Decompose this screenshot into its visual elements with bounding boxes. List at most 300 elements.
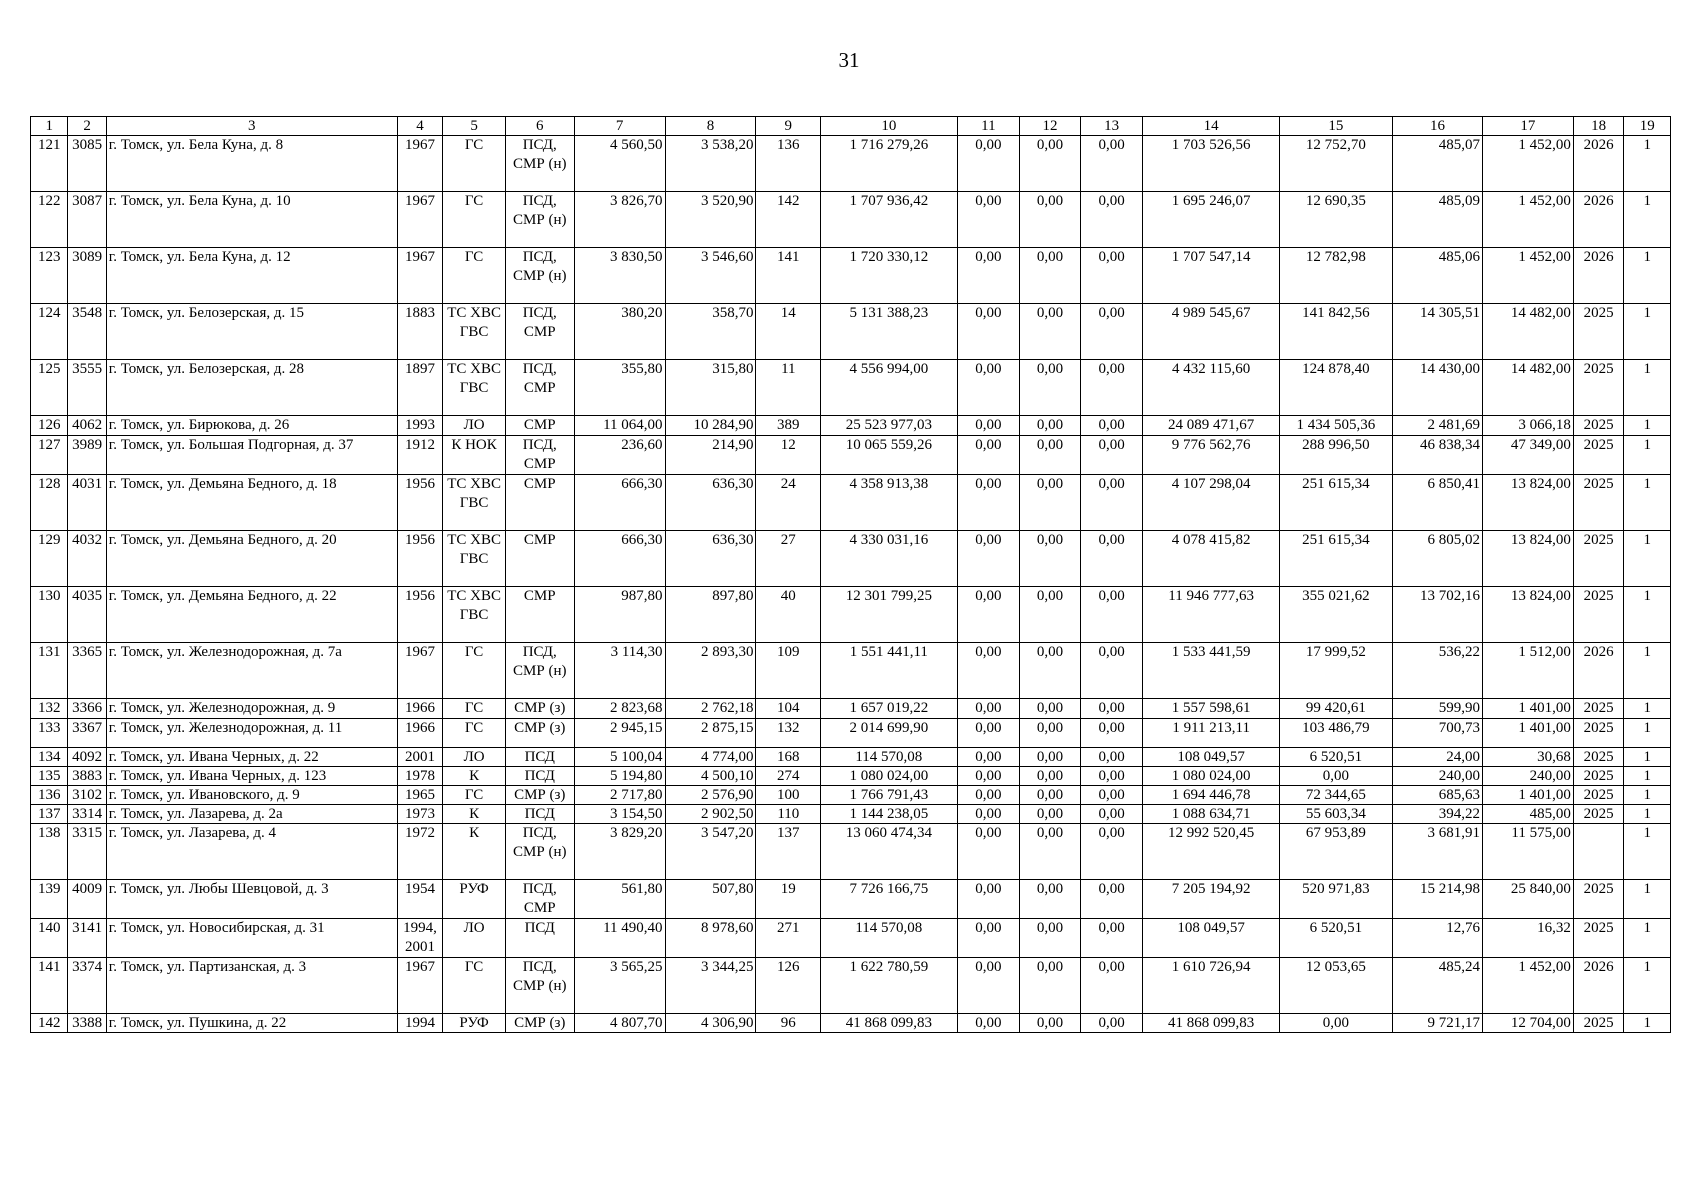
table-row [31,248,1671,304]
work-type: СМР (з) [505,719,574,748]
cell-col7: 2 823,68 [574,699,665,719]
cell-col9: 110 [756,805,821,824]
object-id: 3087 [68,192,106,248]
column-header-11: 11 [957,117,1020,136]
cell-col16: 12,76 [1393,919,1483,958]
cell-col13: 0,00 [1080,136,1143,192]
table-row [31,719,1671,748]
build-year: 1967 [397,643,442,699]
address: г. Томск, ул. Железнодорожная, д. 11 [106,719,397,748]
object-id: 3388 [68,1014,106,1033]
object-id: 3367 [68,719,106,748]
cell-col9: 126 [756,958,821,1014]
cell-col14: 108 049,57 [1143,919,1279,958]
cell-col7: 561,80 [574,880,665,919]
cell-col14: 4 078 415,82 [1143,531,1279,587]
cell-col11: 0,00 [957,475,1020,531]
cell-col7: 2 945,15 [574,719,665,748]
address: г. Томск, ул. Любы Шевцовой, д. 3 [106,880,397,919]
header-row [31,117,1671,136]
cell-col11: 0,00 [957,643,1020,699]
cell-col10: 1 720 330,12 [821,248,957,304]
cell-col15: 0,00 [1279,767,1392,786]
column-header-13: 13 [1080,117,1143,136]
cell-col11: 0,00 [957,786,1020,805]
cell-col10: 114 570,08 [821,748,957,767]
cell-col16: 685,63 [1393,786,1483,805]
row-number: 132 [31,699,68,719]
table-header [31,117,1671,136]
table-row [31,748,1671,767]
cell-col7: 4 807,70 [574,1014,665,1033]
cell-col15: 72 344,65 [1279,786,1392,805]
cell-col7: 666,30 [574,531,665,587]
column-header-7: 7 [574,117,665,136]
cell-col9: 24 [756,475,821,531]
cell-col14: 4 989 545,67 [1143,304,1279,360]
cell-col11: 0,00 [957,416,1020,436]
object-id: 4032 [68,531,106,587]
cell-col15: 67 953,89 [1279,824,1392,880]
cell-col15: 6 520,51 [1279,919,1392,958]
cell-col9: 132 [756,719,821,748]
build-year: 1897 [397,360,442,416]
cell-col18: 2026 [1573,958,1624,1014]
cell-col19: 1 [1624,136,1671,192]
system-type: ЛО [443,919,506,958]
cell-col19: 1 [1624,192,1671,248]
address: г. Томск, ул. Демьяна Бедного, д. 20 [106,531,397,587]
cell-col13: 0,00 [1080,416,1143,436]
cell-col10: 7 726 166,75 [821,880,957,919]
cell-col9: 136 [756,136,821,192]
cell-col15: 99 420,61 [1279,699,1392,719]
column-header-6: 6 [505,117,574,136]
build-year: 1966 [397,719,442,748]
row-number: 128 [31,475,68,531]
address: г. Томск, ул. Белозерская, д. 15 [106,304,397,360]
cell-col8: 4 774,00 [665,748,756,767]
cell-col8: 2 762,18 [665,699,756,719]
cell-col17: 1 401,00 [1482,719,1573,748]
column-header-17: 17 [1482,117,1573,136]
cell-col8: 3 520,90 [665,192,756,248]
cell-col10: 1 080 024,00 [821,767,957,786]
system-type: ГС [443,958,506,1014]
cell-col10: 1 707 936,42 [821,192,957,248]
cell-col10: 1 766 791,43 [821,786,957,805]
row-number: 134 [31,748,68,767]
cell-col9: 27 [756,531,821,587]
object-id: 3548 [68,304,106,360]
work-type: ПСД, СМР (н) [505,192,574,248]
row-number: 124 [31,304,68,360]
cell-col18: 2025 [1573,475,1624,531]
system-type: ТС ХВС ГВС [443,531,506,587]
cell-col17: 1 512,00 [1482,643,1573,699]
cell-col14: 1 911 213,11 [1143,719,1279,748]
cell-col7: 5 194,80 [574,767,665,786]
build-year: 1912 [397,436,442,475]
cell-col16: 700,73 [1393,719,1483,748]
address: г. Томск, ул. Белозерская, д. 28 [106,360,397,416]
address: г. Томск, ул. Ивана Черных, д. 123 [106,767,397,786]
cell-col17: 13 824,00 [1482,587,1573,643]
cell-col17: 1 452,00 [1482,958,1573,1014]
column-header-12: 12 [1020,117,1081,136]
cell-col14: 1 533 441,59 [1143,643,1279,699]
cell-col15: 1 434 505,36 [1279,416,1392,436]
column-header-3: 3 [106,117,397,136]
cell-col8: 3 546,60 [665,248,756,304]
system-type: ТС ХВС ГВС [443,475,506,531]
cell-col19: 1 [1624,786,1671,805]
cell-col15: 520 971,83 [1279,880,1392,919]
address: г. Томск, ул. Железнодорожная, д. 7а [106,643,397,699]
system-type: К [443,805,506,824]
column-header-9: 9 [756,117,821,136]
cell-col13: 0,00 [1080,475,1143,531]
column-header-8: 8 [665,117,756,136]
cell-col9: 274 [756,767,821,786]
cell-col19: 1 [1624,958,1671,1014]
cell-col12: 0,00 [1020,958,1081,1014]
column-header-10: 10 [821,117,957,136]
table-row [31,880,1671,919]
cell-col16: 6 805,02 [1393,531,1483,587]
cell-col19: 1 [1624,1014,1671,1033]
object-id: 3989 [68,436,106,475]
cell-col9: 100 [756,786,821,805]
object-id: 3141 [68,919,106,958]
cell-col14: 1 557 598,61 [1143,699,1279,719]
cell-col10: 1 716 279,26 [821,136,957,192]
cell-col19: 1 [1624,475,1671,531]
column-header-15: 15 [1279,117,1392,136]
cell-col9: 109 [756,643,821,699]
cell-col12: 0,00 [1020,136,1081,192]
cell-col17: 1 401,00 [1482,699,1573,719]
cell-col17: 16,32 [1482,919,1573,958]
cell-col18: 2025 [1573,436,1624,475]
table-row [31,958,1671,1014]
build-year: 1973 [397,805,442,824]
cell-col11: 0,00 [957,304,1020,360]
cell-col17: 11 575,00 [1482,824,1573,880]
cell-col14: 41 868 099,83 [1143,1014,1279,1033]
cell-col18: 2025 [1573,786,1624,805]
object-id: 3089 [68,248,106,304]
column-header-18: 18 [1573,117,1624,136]
cell-col12: 0,00 [1020,436,1081,475]
cell-col9: 11 [756,360,821,416]
cell-col18: 2025 [1573,880,1624,919]
cell-col15: 124 878,40 [1279,360,1392,416]
build-year: 1956 [397,475,442,531]
build-year: 1966 [397,699,442,719]
cell-col18: 2025 [1573,531,1624,587]
row-number: 127 [31,436,68,475]
cell-col11: 0,00 [957,1014,1020,1033]
cell-col14: 1 707 547,14 [1143,248,1279,304]
cell-col9: 168 [756,748,821,767]
column-header-2: 2 [68,117,106,136]
row-number: 135 [31,767,68,786]
row-number: 138 [31,824,68,880]
cell-col10: 1 657 019,22 [821,699,957,719]
build-year: 1967 [397,958,442,1014]
cell-col12: 0,00 [1020,699,1081,719]
cell-col19: 1 [1624,824,1671,880]
address: г. Томск, ул. Ивана Черных, д. 22 [106,748,397,767]
cell-col18: 2026 [1573,643,1624,699]
cell-col15: 17 999,52 [1279,643,1392,699]
cell-col19: 1 [1624,719,1671,748]
cell-col16: 240,00 [1393,767,1483,786]
address: г. Томск, ул. Новосибирская, д. 31 [106,919,397,958]
work-type: СМР [505,531,574,587]
build-year: 1993 [397,416,442,436]
table-row [31,360,1671,416]
column-header-4: 4 [397,117,442,136]
cell-col13: 0,00 [1080,919,1143,958]
cell-col12: 0,00 [1020,767,1081,786]
cell-col17: 14 482,00 [1482,360,1573,416]
cell-col13: 0,00 [1080,824,1143,880]
address: г. Томск, ул. Партизанская, д. 3 [106,958,397,1014]
row-number: 130 [31,587,68,643]
system-type: К [443,767,506,786]
table-row [31,919,1671,958]
cell-col12: 0,00 [1020,587,1081,643]
cell-col18: 2025 [1573,719,1624,748]
cell-col16: 13 702,16 [1393,587,1483,643]
cell-col8: 507,80 [665,880,756,919]
cell-col13: 0,00 [1080,786,1143,805]
address: г. Томск, ул. Пушкина, д. 22 [106,1014,397,1033]
cell-col12: 0,00 [1020,475,1081,531]
cell-col19: 1 [1624,436,1671,475]
object-id: 3883 [68,767,106,786]
cell-col11: 0,00 [957,436,1020,475]
object-id: 4031 [68,475,106,531]
cell-col11: 0,00 [957,719,1020,748]
system-type: ГС [443,192,506,248]
system-type: ГС [443,786,506,805]
cell-col12: 0,00 [1020,719,1081,748]
cell-col16: 9 721,17 [1393,1014,1483,1033]
row-number: 141 [31,958,68,1014]
cell-col18: 2026 [1573,136,1624,192]
row-number: 123 [31,248,68,304]
cell-col12: 0,00 [1020,919,1081,958]
cell-col10: 2 014 699,90 [821,719,957,748]
cell-col15: 12 690,35 [1279,192,1392,248]
work-type: ПСД [505,805,574,824]
cell-col12: 0,00 [1020,786,1081,805]
build-year: 1883 [397,304,442,360]
build-year: 1994 [397,1014,442,1033]
column-header-16: 16 [1393,117,1483,136]
cell-col19: 1 [1624,360,1671,416]
cell-col17: 13 824,00 [1482,531,1573,587]
cell-col11: 0,00 [957,248,1020,304]
cell-col12: 0,00 [1020,531,1081,587]
cell-col13: 0,00 [1080,699,1143,719]
cell-col10: 4 358 913,38 [821,475,957,531]
cell-col13: 0,00 [1080,531,1143,587]
table-row [31,136,1671,192]
cell-col14: 1 088 634,71 [1143,805,1279,824]
cell-col18: 2025 [1573,748,1624,767]
address: г. Томск, ул. Ивановского, д. 9 [106,786,397,805]
work-type: СМР (з) [505,1014,574,1033]
cell-col12: 0,00 [1020,304,1081,360]
cell-col15: 141 842,56 [1279,304,1392,360]
table-row [31,531,1671,587]
cell-col17: 485,00 [1482,805,1573,824]
cell-col14: 11 946 777,63 [1143,587,1279,643]
work-type: ПСД, СМР (н) [505,136,574,192]
cell-col18: 2025 [1573,919,1624,958]
row-number: 136 [31,786,68,805]
cell-col11: 0,00 [957,360,1020,416]
cell-col11: 0,00 [957,699,1020,719]
cell-col18: 2025 [1573,416,1624,436]
cell-col12: 0,00 [1020,824,1081,880]
row-number: 140 [31,919,68,958]
work-type: ПСД [505,748,574,767]
cell-col15: 55 603,34 [1279,805,1392,824]
row-number: 126 [31,416,68,436]
cell-col14: 1 610 726,94 [1143,958,1279,1014]
cell-col11: 0,00 [957,136,1020,192]
build-year: 1965 [397,786,442,805]
cell-col9: 104 [756,699,821,719]
cell-col13: 0,00 [1080,587,1143,643]
address: г. Томск, ул. Бирюкова, д. 26 [106,416,397,436]
cell-col13: 0,00 [1080,436,1143,475]
cell-col17: 240,00 [1482,767,1573,786]
cell-col10: 4 556 994,00 [821,360,957,416]
cell-col13: 0,00 [1080,643,1143,699]
cell-col11: 0,00 [957,192,1020,248]
cell-col13: 0,00 [1080,304,1143,360]
object-id: 4035 [68,587,106,643]
cell-col16: 14 305,51 [1393,304,1483,360]
row-number: 137 [31,805,68,824]
cell-col18: 2025 [1573,805,1624,824]
cell-col13: 0,00 [1080,192,1143,248]
cell-col19: 1 [1624,880,1671,919]
cell-col16: 6 850,41 [1393,475,1483,531]
work-type: СМР [505,587,574,643]
build-year: 1972 [397,824,442,880]
cell-col9: 19 [756,880,821,919]
cell-col7: 3 829,20 [574,824,665,880]
cell-col12: 0,00 [1020,192,1081,248]
address: г. Томск, ул. Лазарева, д. 2а [106,805,397,824]
cell-col7: 5 100,04 [574,748,665,767]
cell-col11: 0,00 [957,587,1020,643]
table-body [31,136,1671,1033]
cell-col11: 0,00 [957,958,1020,1014]
cell-col15: 12 053,65 [1279,958,1392,1014]
cell-col13: 0,00 [1080,1014,1143,1033]
cell-col7: 3 830,50 [574,248,665,304]
cell-col8: 2 902,50 [665,805,756,824]
cell-col7: 3 826,70 [574,192,665,248]
work-type: ПСД, СМР [505,880,574,919]
row-number: 129 [31,531,68,587]
cell-col11: 0,00 [957,531,1020,587]
page-number: 31 [838,48,860,72]
cell-col9: 142 [756,192,821,248]
cell-col16: 15 214,98 [1393,880,1483,919]
row-number: 142 [31,1014,68,1033]
cell-col7: 11 490,40 [574,919,665,958]
cell-col7: 380,20 [574,304,665,360]
cell-col14: 108 049,57 [1143,748,1279,767]
work-type: ПСД, СМР [505,304,574,360]
cell-col16: 3 681,91 [1393,824,1483,880]
system-type: ГС [443,719,506,748]
cell-col7: 355,80 [574,360,665,416]
cell-col10: 5 131 388,23 [821,304,957,360]
cell-col19: 1 [1624,416,1671,436]
table-row [31,699,1671,719]
cell-col15: 288 996,50 [1279,436,1392,475]
build-year: 1994, 2001 [397,919,442,958]
system-type: ГС [443,248,506,304]
system-type: ЛО [443,748,506,767]
cell-col15: 0,00 [1279,1014,1392,1033]
cell-col9: 137 [756,824,821,880]
cell-col16: 485,24 [1393,958,1483,1014]
cell-col16: 599,90 [1393,699,1483,719]
row-number: 133 [31,719,68,748]
cell-col12: 0,00 [1020,360,1081,416]
cell-col18: 2026 [1573,192,1624,248]
cell-col14: 7 205 194,92 [1143,880,1279,919]
cell-col18: 2025 [1573,360,1624,416]
system-type: ТС ХВС ГВС [443,304,506,360]
cell-col9: 14 [756,304,821,360]
column-header-5: 5 [443,117,506,136]
table-row [31,192,1671,248]
registry-table [30,116,1671,1033]
cell-col11: 0,00 [957,748,1020,767]
cell-col12: 0,00 [1020,1014,1081,1033]
cell-col15: 12 752,70 [1279,136,1392,192]
cell-col18: 2025 [1573,304,1624,360]
column-header-14: 14 [1143,117,1279,136]
cell-col11: 0,00 [957,919,1020,958]
cell-col17: 1 452,00 [1482,136,1573,192]
address: г. Томск, ул. Бела Куна, д. 8 [106,136,397,192]
cell-col7: 987,80 [574,587,665,643]
cell-col14: 9 776 562,76 [1143,436,1279,475]
object-id: 4062 [68,416,106,436]
cell-col10: 1 622 780,59 [821,958,957,1014]
cell-col13: 0,00 [1080,360,1143,416]
cell-col18: 2025 [1573,1014,1624,1033]
object-id: 3102 [68,786,106,805]
cell-col8: 315,80 [665,360,756,416]
cell-col10: 114 570,08 [821,919,957,958]
build-year: 2001 [397,748,442,767]
object-id: 3365 [68,643,106,699]
